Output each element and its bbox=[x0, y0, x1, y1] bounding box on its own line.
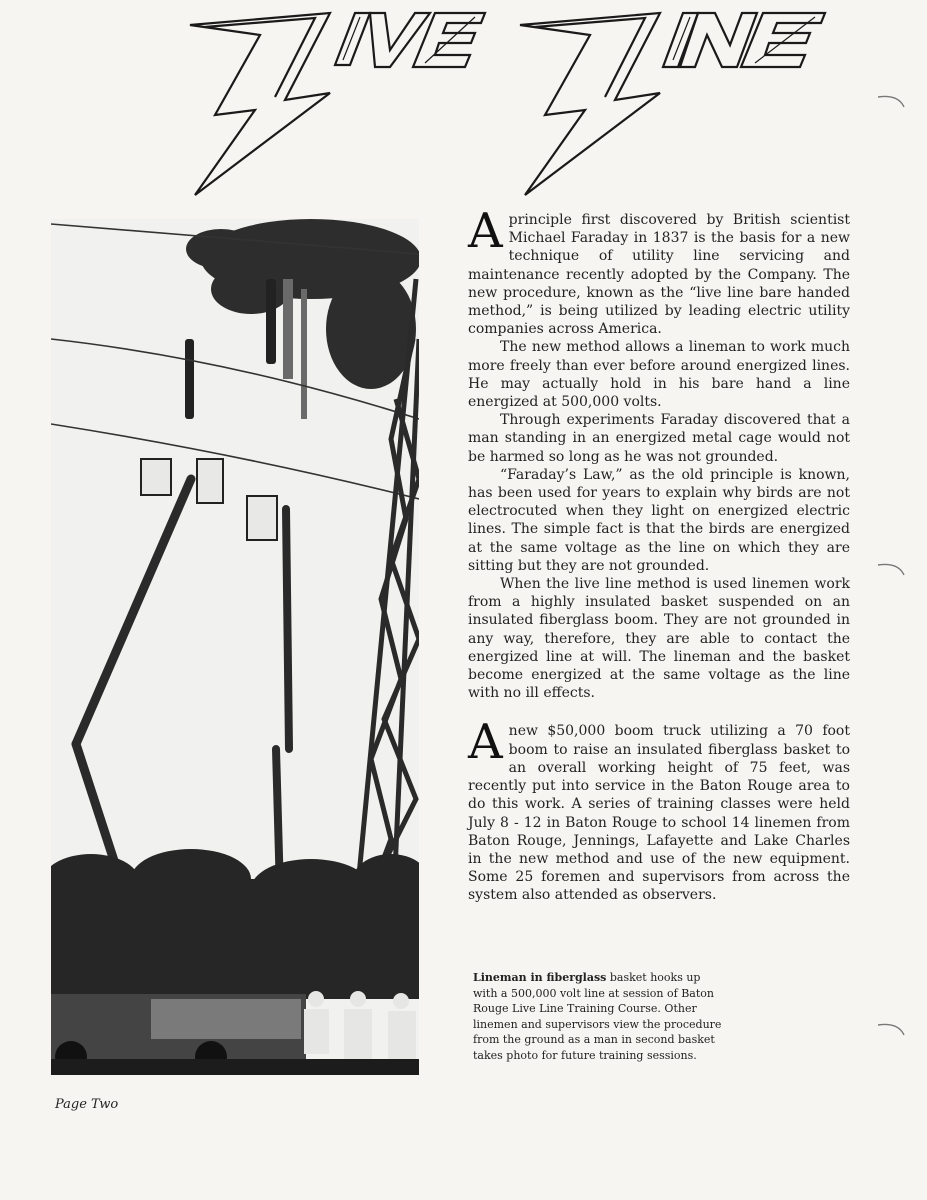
punch-hole-mark bbox=[878, 1022, 906, 1036]
drop-cap: A bbox=[468, 203, 503, 259]
paragraph-1 bbox=[468, 203, 850, 338]
photo-live-line-work bbox=[51, 219, 419, 1075]
caption-text: basket hooks up with a 500,000 volt line at session of Baton Rouge Live Line Training Course. Other linemen and supervisors view the procedure from the ground as a man in second basket takes photo for future training sessions. bbox=[473, 971, 722, 1062]
punch-hole-mark bbox=[878, 94, 906, 108]
paragraph-3: Through experiments Faraday discovered that a man standing in an energized metal cage would not be harmed so long as he was not grounded. bbox=[468, 412, 850, 465]
page-number: Page Two bbox=[55, 1097, 119, 1112]
article-body bbox=[468, 205, 850, 905]
drop-cap: A bbox=[468, 714, 503, 771]
photo-caption bbox=[473, 970, 728, 1064]
lead-text: new $50,000 boom truck utilizing a 70 foot boom to raise an insulated fiberglass basket to an overall working height of 75 feet, was recently put into service in the Baton Rouge area to do this work. A series of training classes were held July 8 - 12 in Baton Rouge to school 14 linemen from Baton Rouge, Jennings, Lafayette and Lake Charles in the new method and use of the new equipment. Some 25 foremen and supervisors from across the system also attended as observers. bbox=[468, 723, 850, 904]
lead-text: principle first discovered by British scientist Michael Faraday in 1837 is the basis for a new technique of utility line servicing and maintenance recently adopted by the Company. The new procedure, known as the “live line bare handed method,” is being utilized by leading electric utility companies across America. bbox=[468, 212, 850, 338]
paragraph-5: When the live line method is used linemen work from a highly insulated basket suspended on an insulated fiberglass boom. They are not grounded in any way, therefore, they are able to contact the energized line at will. The lineman and the basket become energized at the same voltage as the line with no ill effects. bbox=[468, 576, 850, 702]
paragraph-6 bbox=[468, 714, 850, 904]
paragraph-2: The new method allows a lineman to work much more freely than ever before around energized lines. He may actually hold in his bare hand a line energized at 500,000 volts. bbox=[468, 339, 850, 411]
caption-bold: Lineman in fiberglass bbox=[473, 971, 607, 984]
punch-hole-mark bbox=[878, 562, 906, 576]
paragraph-4: “Faraday’s Law,” as the old principle is known, has been used for years to explain why birds are not electrocuted when they light on energized electric lines. The simple fact is that the birds are energized at the same voltage as the line on which they are sitting but they are not grounded. bbox=[468, 466, 850, 574]
masthead-logo bbox=[185, 5, 845, 200]
